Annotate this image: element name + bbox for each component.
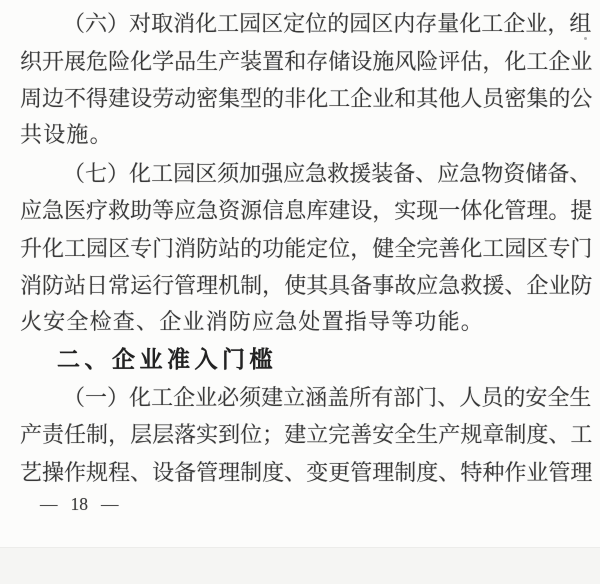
page-number: 18 xyxy=(70,494,88,514)
footer-dash-right: — xyxy=(101,494,119,514)
section-heading: 二、企业准入门槛 xyxy=(57,345,277,372)
text-line: （ 六 ） 对 取 消 化 工 园 区 定 位 的 园 区 内 存 量 化 工 企 业 ， 组 xyxy=(63,11,592,37)
paragraph-item-7 xyxy=(20,154,593,341)
text-line: 织 开 展 危 险 化 学 品 生 产 装 置 和 存 储 设 施 风 险 评 估 ， 化 工 企 业 xyxy=(20,48,593,74)
scan-speck xyxy=(584,37,587,40)
text-line: 艺 操 作 规 程 、 设 备 管 理 制 度 、 变 更 管 理 制 度 、 特 种 作 业 管 理 xyxy=(20,459,593,485)
text-line: 应 急 医 疗 救 助 等 应 急 资 源 信 息 库 建 设 ， 实 现 一 体 化 管 理 。 提 xyxy=(20,198,593,224)
paragraph-item-1 xyxy=(20,378,593,490)
scan-edge-strip xyxy=(0,547,600,584)
text-line: 产 责 任 制 ， 层 层 落 实 到 位 ； 建 立 完 善 安 全 生 产 规 章 制 度 、 工 xyxy=(20,422,593,448)
text-line: 消 防 站 日 常 运 行 管 理 机 制 ， 使 其 具 备 事 故 应 急 救 援 、 企 业 防 xyxy=(20,272,593,298)
text-line: （ 一 ） 化 工 企 业 必 须 建 立 涵 盖 所 有 部 门 、 人 员 的 安 全 生 xyxy=(63,385,592,411)
text-line: 共设施。 xyxy=(20,122,113,148)
text-line: （ 七 ） 化 工 园 区 须 加 强 应 急 救 援 装 备 、 应 急 物 资 储 备 、 xyxy=(63,160,592,186)
paragraph-item-6 xyxy=(20,4,593,154)
text-line: 周 边 不 得 建 设 劳 动 密 集 型 的 非 化 工 企 业 和 其 他 人 员 密 集 的 公 xyxy=(20,85,593,111)
footer-dash-left: — xyxy=(40,494,58,514)
page-footer xyxy=(40,494,119,515)
text-line: 升 化 工 园 区 专 门 消 防 站 的 功 能 定 位 ， 健 全 完 善 化 工 园 区 专 门 xyxy=(20,235,593,261)
document-body xyxy=(20,4,593,490)
text-line: 火安全检查、企业消防应急处置指导等功能。 xyxy=(20,309,485,335)
